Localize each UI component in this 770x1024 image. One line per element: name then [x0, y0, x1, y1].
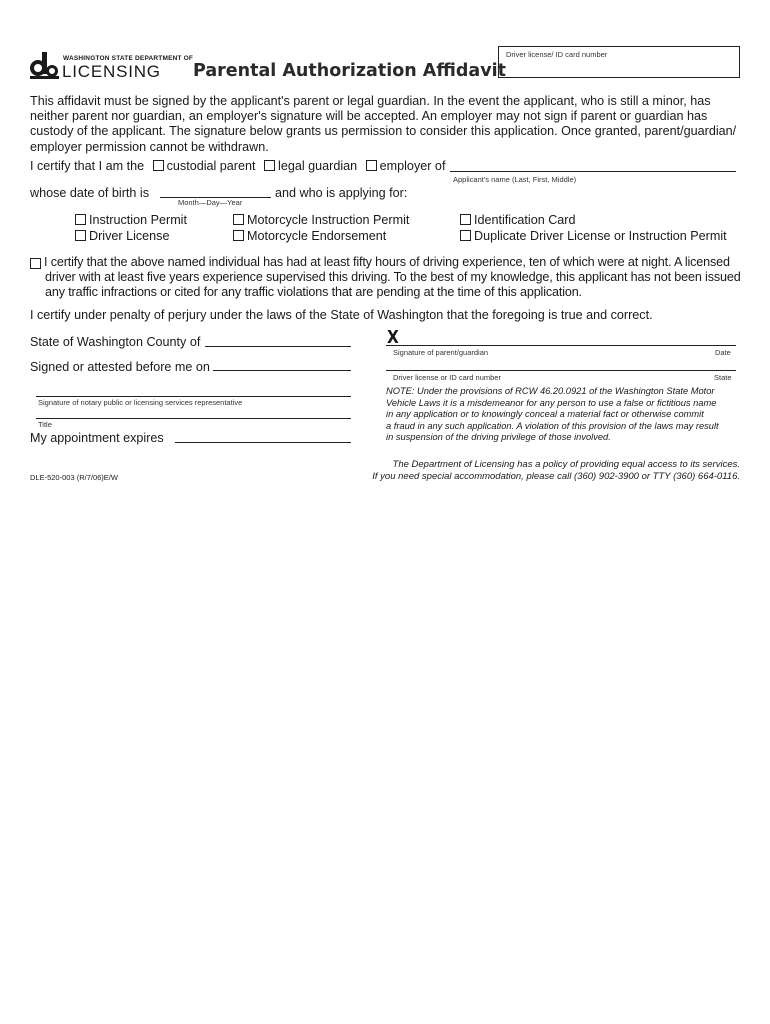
driving-experience-checkbox[interactable] [30, 258, 41, 269]
option-motorcycle-endorsement[interactable] [233, 229, 386, 244]
motorcycle-instruction-permit-label: Motorcycle Instruction Permit [247, 213, 410, 227]
motorcycle-endorsement-label: Motorcycle Endorsement [247, 229, 387, 243]
certify-prefix: I certify that I am the [30, 159, 145, 173]
identification-card-label: Identification Card [474, 213, 576, 227]
option-driver-license[interactable] [75, 229, 170, 244]
signed-date-field[interactable] [213, 370, 351, 371]
driver-license-label: Driver License [89, 229, 170, 243]
accessibility-policy [372, 459, 740, 483]
notary-signature-caption: Signature of notary public or licensing services representative [38, 398, 243, 407]
employer-label: employer of [379, 159, 446, 173]
option-motorcycle-instruction-permit[interactable] [233, 213, 409, 228]
form-title: Parental Authorization Affidavit [193, 61, 506, 81]
dob-caption: Month—Day—Year [178, 198, 243, 207]
license-number-label: Driver license/ ID card number [506, 50, 608, 59]
agency-logo [30, 52, 194, 82]
custodial-parent-label: custodial parent [166, 159, 256, 173]
parent-license-state-caption: State [714, 373, 732, 382]
custodial-parent-checkbox[interactable] [153, 160, 164, 171]
experience-line: I certify that the above named individual has had at least fifty hours of driving experience, ten of which were at night. A licensed [44, 255, 730, 269]
instruction-permit-label: Instruction Permit [89, 213, 187, 227]
dob-suffix: and who is applying for: [275, 186, 408, 200]
agency-name-top: WASHINGTON STATE DEPARTMENT OF [63, 55, 194, 62]
dol-logo-icon [30, 52, 60, 80]
agency-name-main: LICENSING [62, 62, 161, 81]
parent-signature-caption: Signature of parent/guardian [393, 348, 489, 357]
intro-line: This affidavit must be signed by the applicant's parent or legal guardian. In the event the applicant, who is still a minor, has [30, 94, 711, 108]
motorcycle-instruction-permit-checkbox[interactable] [233, 214, 244, 225]
duplicate-license-checkbox[interactable] [460, 230, 471, 241]
appointment-field[interactable] [175, 442, 351, 443]
option-identification-card[interactable] [460, 213, 576, 228]
license-number-box[interactable] [498, 46, 740, 78]
form-number: DLE-520-003 (R/7/06)E/W [30, 473, 118, 482]
notary-signature-field[interactable] [36, 396, 351, 397]
note-line: Vehicle Laws it is a misdemeanor for any person to use a false or fictitious name [386, 397, 717, 408]
note-line: NOTE: Under the provisions of RCW 46.20.0921 of the Washington State Motor [386, 386, 715, 396]
legal-note [386, 386, 741, 444]
note-line: in any application or to knowingly conceal a material fact or otherwise commit [386, 409, 704, 420]
applicant-name-caption: Applicant's name (Last, First, Middle) [453, 175, 577, 184]
parent-license-field[interactable] [386, 370, 736, 371]
note-line: a fraud in any such application. A violation of this provision of the laws may result [386, 420, 719, 431]
perjury-statement: I certify under penalty of perjury under the laws of the State of Washington that the foregoing is true and correct. [30, 308, 653, 322]
county-label: State of Washington County of [30, 335, 201, 349]
option-instruction-permit[interactable] [75, 213, 187, 228]
intro-paragraph [30, 94, 750, 155]
note-line: in suspension of the driving privilege of those involved. [386, 432, 611, 443]
intro-line: custody of the applicant. The signature below grants us permission to consider this application. Once granted, parent/guardian/ [30, 124, 737, 139]
notary-title-field[interactable] [36, 418, 351, 419]
experience-line: driver with at least five years experience supervised this driving. To the best of my knowledge, this applicant has not been issued [45, 270, 741, 285]
intro-line: employer permission cannot be withdrawn. [30, 139, 269, 154]
experience-line: any traffic infractions or cited for any traffic violations that are pending at the time of this application. [45, 285, 582, 300]
legal-guardian-checkbox[interactable] [264, 160, 275, 171]
parent-signature-field[interactable] [386, 345, 736, 346]
duplicate-license-label: Duplicate Driver License or Instruction Permit [474, 229, 727, 243]
motorcycle-endorsement-checkbox[interactable] [233, 230, 244, 241]
certify-row [30, 159, 445, 174]
county-field[interactable] [205, 346, 351, 347]
signature-date-caption: Date [715, 348, 731, 357]
signed-date-label: Signed or attested before me on [30, 360, 210, 374]
option-duplicate-license[interactable] [460, 229, 727, 244]
applicant-name-field[interactable] [450, 171, 736, 172]
policy-line: If you need special accommodation, please call (360) 902-3900 or TTY (360) 664-0116. [372, 471, 740, 482]
instruction-permit-checkbox[interactable] [75, 214, 86, 225]
notary-title-caption: Title [38, 420, 52, 429]
employer-checkbox[interactable] [366, 160, 377, 171]
signature-x-mark: X [387, 327, 399, 348]
parent-license-caption: Driver license or ID card number [393, 373, 501, 382]
driver-license-checkbox[interactable] [75, 230, 86, 241]
policy-line: The Department of Licensing has a policy of providing equal access to its services. [392, 459, 740, 470]
identification-card-checkbox[interactable] [460, 214, 471, 225]
dob-prefix: whose date of birth is [30, 186, 150, 200]
appointment-label: My appointment expires [30, 431, 164, 445]
intro-line: neither parent nor guardian, an employer's signature will be accepted. An employer may not sign if parent or guardian has [30, 109, 708, 124]
legal-guardian-label: legal guardian [278, 159, 358, 173]
driving-experience-statement [44, 255, 754, 301]
